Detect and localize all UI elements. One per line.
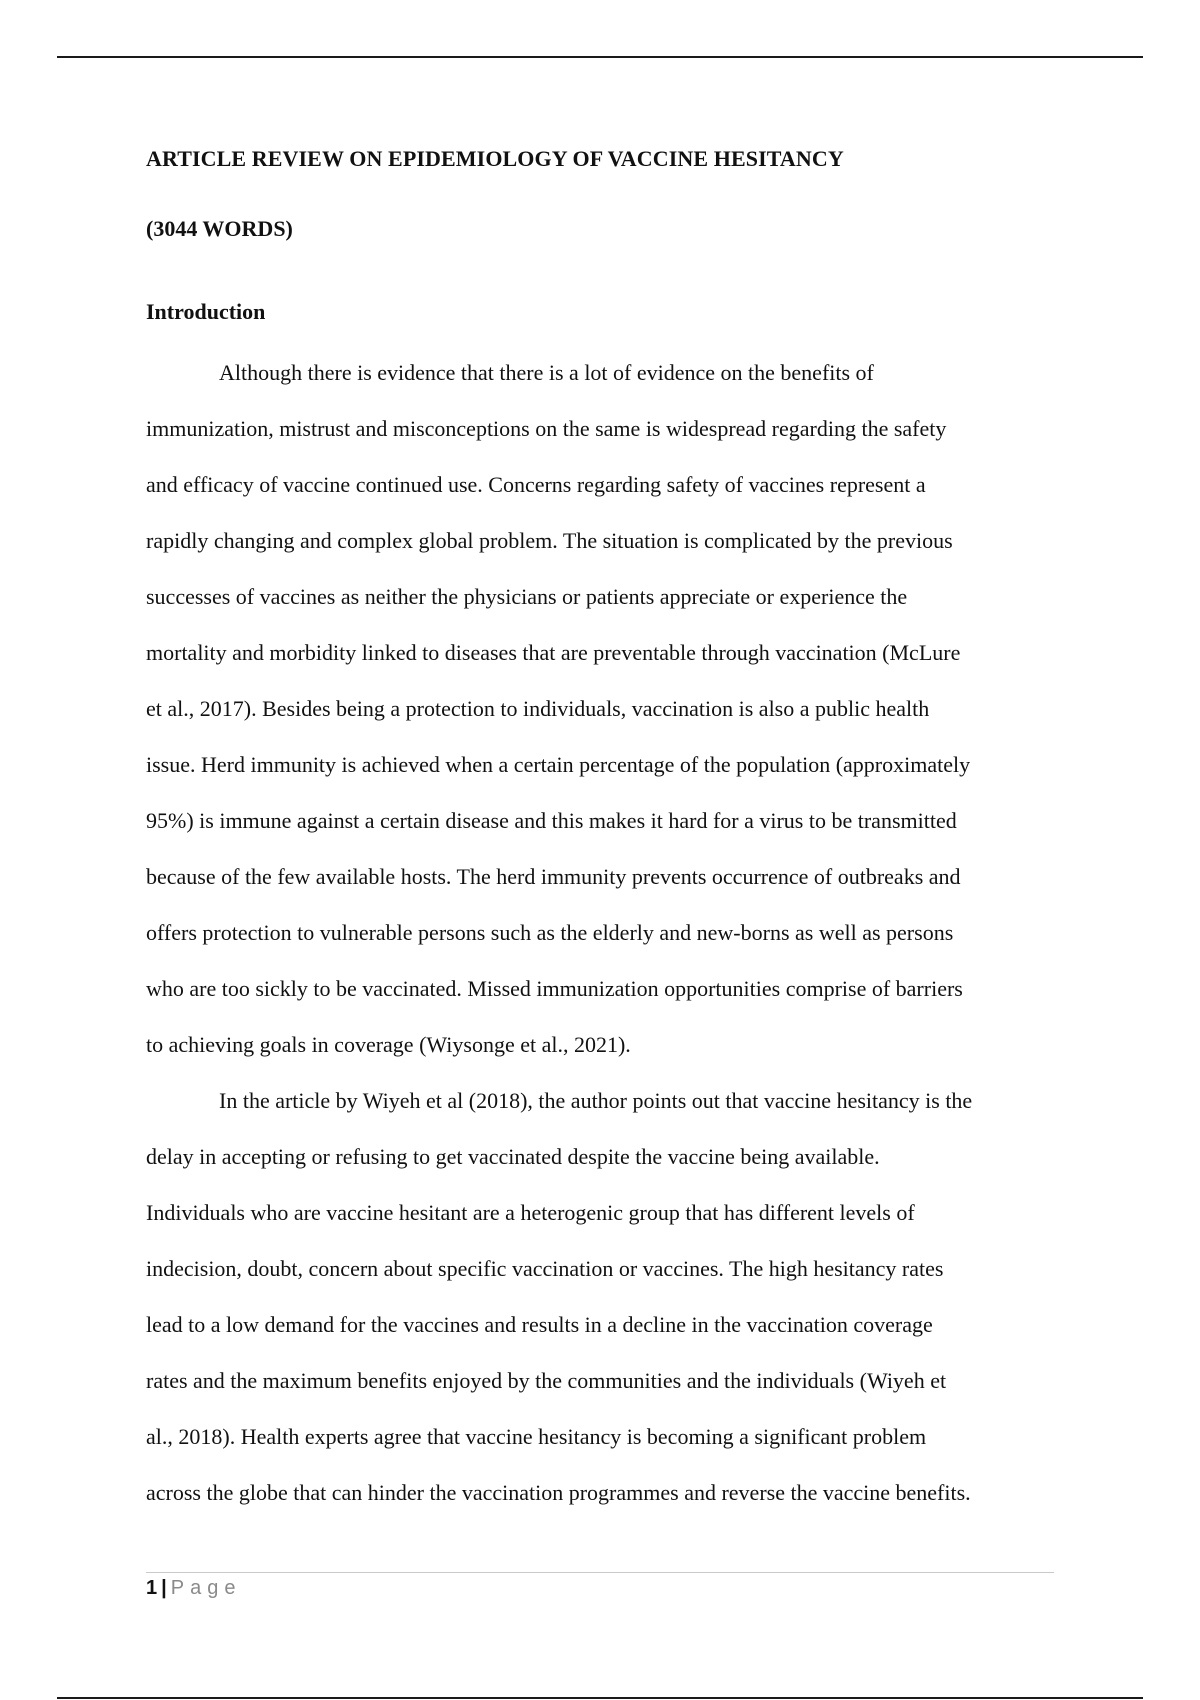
bottom-rule [57, 1697, 1143, 1699]
text-line: Although there is evidence that there is a lot of evidence on the benefits of [219, 360, 874, 385]
text-line: because of the few available hosts. The herd immunity prevents occurrence of outbreaks and [146, 864, 961, 889]
footer-rule [146, 1572, 1054, 1573]
text-line: offers protection to vulnerable persons such as the elderly and new-borns as well as persons [146, 920, 954, 945]
word-count: (3044 WORDS) [146, 216, 293, 241]
paragraph-1 [146, 345, 1066, 1073]
document-title: ARTICLE REVIEW ON EPIDEMIOLOGY OF VACCINE HESITANCY [146, 146, 844, 171]
top-rule [57, 56, 1143, 58]
text-line: rapidly changing and complex global problem. The situation is complicated by the previous [146, 528, 953, 553]
text-line: immunization, mistrust and misconceptions on the same is widespread regarding the safety [146, 416, 947, 441]
document-body [146, 140, 1066, 1521]
page-separator: | [161, 1577, 167, 1599]
text-line: indecision, doubt, concern about specific vaccination or vaccines. The high hesitancy rates [146, 1256, 944, 1281]
text-line: mortality and morbidity linked to diseases that are preventable through vaccination (McLure [146, 640, 961, 665]
text-line: and efficacy of vaccine continued use. Concerns regarding safety of vaccines represent a [146, 472, 926, 497]
page-label: Page [170, 1577, 242, 1599]
text-line: successes of vaccines as neither the physicians or patients appreciate or experience the [146, 584, 908, 609]
text-line: across the globe that can hinder the vaccination programmes and reverse the vaccine benefits. [146, 1480, 971, 1505]
text-line: who are too sickly to be vaccinated. Missed immunization opportunities comprise of barriers [146, 976, 963, 1001]
text-line: In the article by Wiyeh et al (2018), the author points out that vaccine hesitancy is the [219, 1088, 973, 1113]
text-line: issue. Herd immunity is achieved when a certain percentage of the population (approximately [146, 752, 971, 777]
page-footer [146, 1576, 241, 1600]
page-number: 1 [146, 1577, 158, 1599]
text-line: 95%) is immune against a certain disease and this makes it hard for a virus to be transmitted [146, 808, 957, 833]
text-line: lead to a low demand for the vaccines and results in a decline in the vaccination coverage [146, 1312, 933, 1337]
text-line: al., 2018). Health experts agree that vaccine hesitancy is becoming a significant problem [146, 1424, 927, 1449]
paragraph-2 [146, 1073, 1066, 1521]
text-line: et al., 2017). Besides being a protection to individuals, vaccination is also a public health [146, 696, 930, 721]
text-line: to achieving goals in coverage (Wiysonge et al., 2021). [146, 1032, 631, 1057]
text-line: rates and the maximum benefits enjoyed by the communities and the individuals (Wiyeh et [146, 1368, 947, 1393]
text-line: Individuals who are vaccine hesitant are a heterogenic group that has different levels of [146, 1200, 915, 1225]
section-heading: Introduction [146, 299, 266, 324]
text-line: delay in accepting or refusing to get vaccinated despite the vaccine being available. [146, 1144, 880, 1169]
body-text [146, 345, 1066, 1521]
